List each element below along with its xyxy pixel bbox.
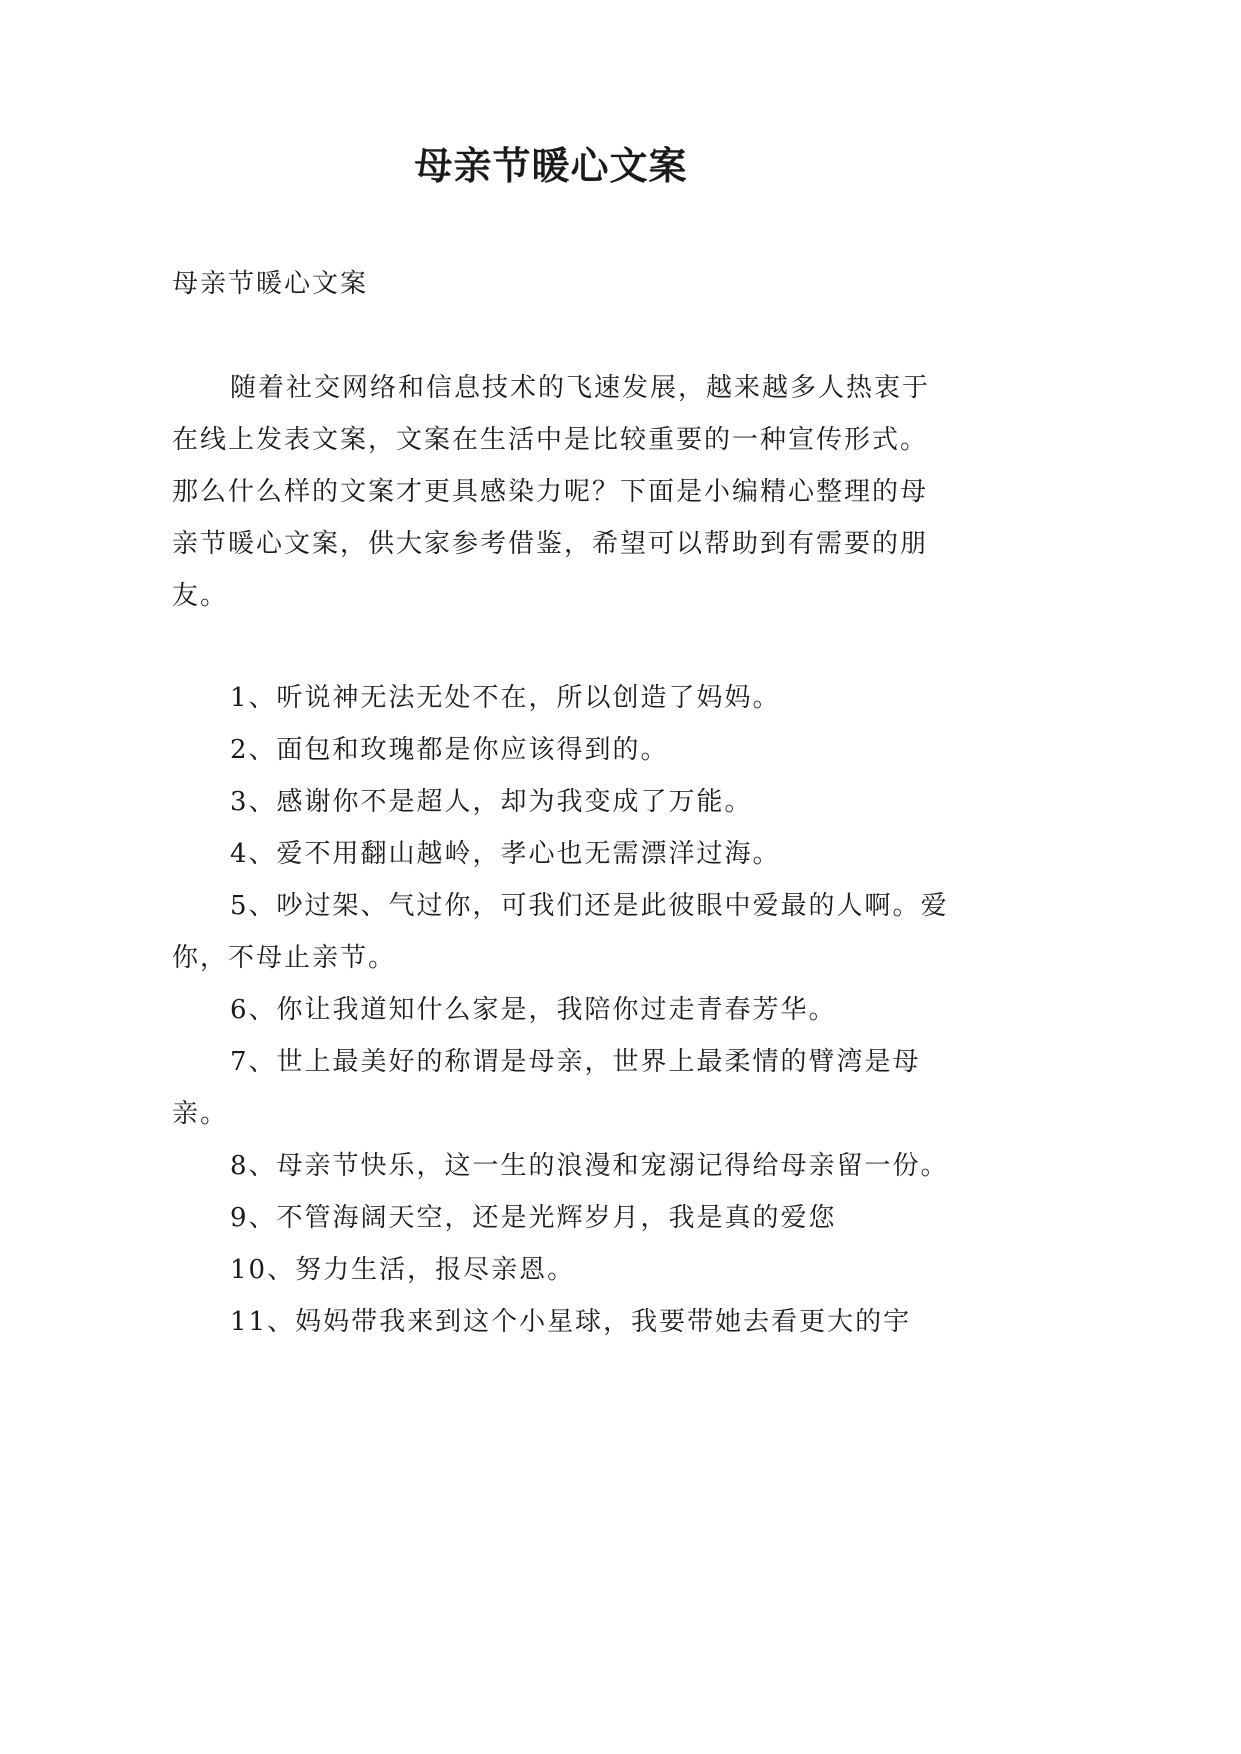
- quote-item: 9、不管海阔天空，还是光辉岁月，我是真的爱您: [230, 1203, 837, 1233]
- quote-item: 8、母亲节快乐，这一生的浪漫和宠溺记得给母亲留一份。: [230, 1151, 949, 1181]
- quote-item: 7、世上最美好的称谓是母亲，世界上最柔情的臂湾是母亲。: [172, 1047, 921, 1129]
- document-title: 母亲节暖心文案: [414, 143, 688, 188]
- document-subtitle: 母亲节暖心文案: [172, 269, 369, 299]
- quote-item: 10、努力生活，报尽亲恩。: [230, 1255, 576, 1285]
- quote-item: 4、爱不用翻山越岭，孝心也无需漂洋过海。: [230, 839, 781, 869]
- quote-item: 2、面包和玫瑰都是你应该得到的。: [230, 735, 669, 765]
- quote-item: 6、你让我道知什么家是，我陪你过走青春芳华。: [230, 995, 837, 1025]
- intro-paragraph: 随着社交网络和信息技术的飞速发展，越来越多人热衷于在线上发表文案，文案在生活中是比较重要的一种宣传形式。那么什么样的文案才更具感染力呢？下面是小编精心整理的母亲节暖心文案，供大家参考借鉴，希望可以帮助到有需要的朋友。: [172, 373, 931, 611]
- quote-list: [172, 672, 962, 1348]
- quote-item: 5、吵过架、气过你，可我们还是此彼眼中爱最的人啊。爱你，不母止亲节。: [172, 891, 949, 973]
- quote-item: 11、妈妈带我来到这个小星球，我要带她去看更大的宇: [230, 1307, 912, 1337]
- quote-item: 1、听说神无法无处不在，所以创造了妈妈。: [230, 683, 781, 713]
- quote-item: 3、感谢你不是超人，却为我变成了万能。: [230, 787, 753, 817]
